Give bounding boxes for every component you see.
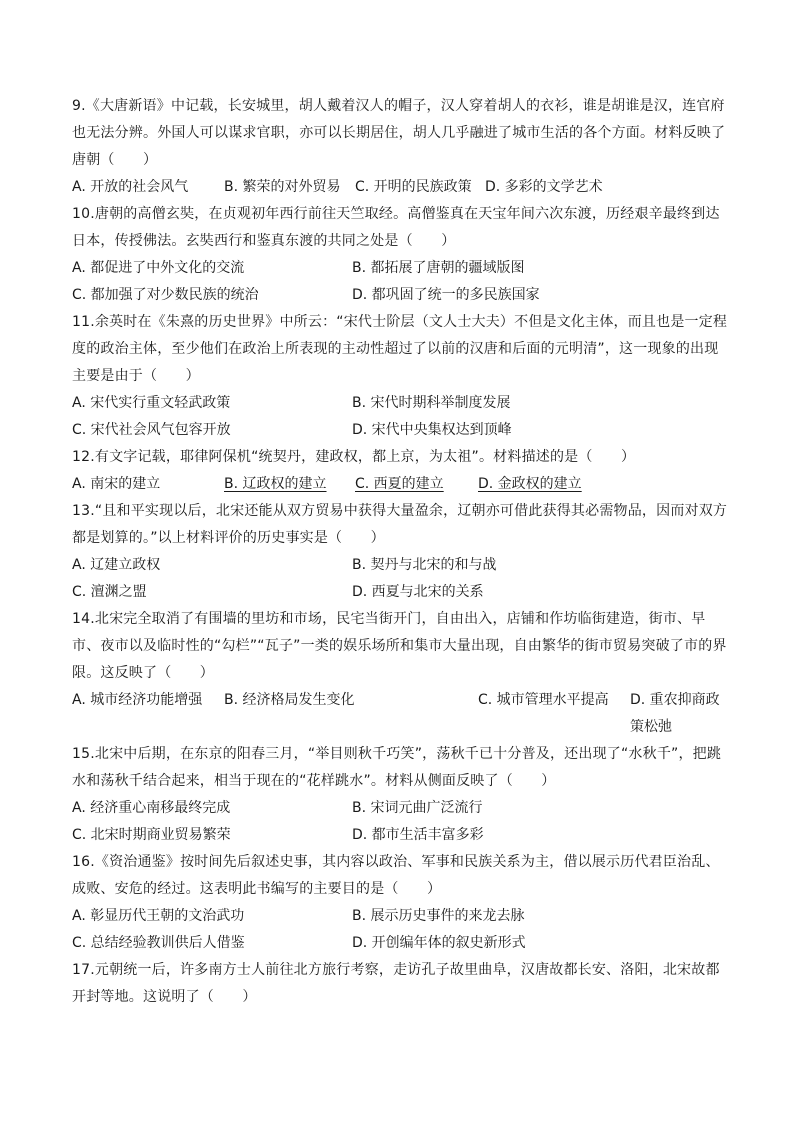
option-c[interactable]: C. 澶渊之盟: [72, 584, 147, 600]
question-14-stem: 14.北宋完全取消了有围墙的里坊和市场，民宅当街开门，自由出入，店铺和作坊临街建造，街市、早市、夜市以及临时性的“勾栏”“瓦子”一类的娱乐场所和集市大量出现，自由繁华的街市贸易突破了市的界限。这反映了（ ）: [72, 611, 727, 681]
question-10-options-row1: [72, 255, 732, 282]
question-14-options: [72, 687, 732, 735]
question-13-options-row1: [72, 552, 732, 579]
option-c[interactable]: C. 北宋时期商业贸易繁荣: [72, 827, 231, 843]
option-b[interactable]: B. 辽政权的建立: [224, 476, 327, 492]
option-d[interactable]: D. 宋代中央集权达到顶峰: [352, 422, 512, 438]
question-17-stem: 17.元朝统一后，许多南方士人前往北方旅行考察，走访孔子故里曲阜，汉唐故都长安、洛阳，北宋故都开封等地。这说明了（ ）: [72, 962, 720, 1005]
question-10-options-row2: [72, 282, 732, 309]
option-c[interactable]: C. 城市管理水平提高: [478, 692, 609, 708]
question-14-options-spacer: [72, 714, 732, 741]
option-a[interactable]: A. 彰显历代王朝的文治武功: [72, 908, 245, 924]
option-d[interactable]: D. 重农抑商政策松弛: [630, 692, 720, 735]
question-16-stem: 16.《资治通鉴》按时间先后叙述史事，其内容以政治、军事和民族关系为主，借以展示历代君臣治乱、成败、安危的经过。这表明此书编写的主要目的是（ ）: [72, 854, 720, 897]
question-13-options-row2: [72, 579, 732, 606]
question-10-stem: 10.唐朝的高僧玄奘，在贞观初年西行前往天竺取经。高僧鉴真在天宝年间六次东渡，历经艰辛最终到达日本，传授佛法。玄奘西行和鉴真东渡的共同之处是（ ）: [72, 206, 720, 249]
question-9-options: [72, 174, 732, 201]
option-c[interactable]: C. 都加强了对少数民族的统治: [72, 287, 259, 303]
option-d[interactable]: D. 都巩固了统一的多民族国家: [352, 287, 540, 303]
option-b[interactable]: B. 繁荣的对外贸易: [224, 179, 341, 195]
question-9-stem: 9.《大唐新语》中记载，长安城里，胡人戴着汉人的帽子，汉人穿着胡人的衣衫，谁是胡谁是汉，连官府也无法分辨。外国人可以谋求官职，亦可以长期居住，胡人几乎融进了城市生活的各个方面。材料反映了唐朝（ ）: [72, 98, 726, 168]
option-a[interactable]: A. 南宋的建立: [72, 476, 161, 492]
question-11-options-row2: [72, 417, 732, 444]
question-15-options-row1: [72, 795, 732, 822]
question-16-options-row2: [72, 930, 732, 957]
option-c[interactable]: C. 总结经验教训供后人借鉴: [72, 935, 245, 951]
question-12-options: [72, 471, 732, 498]
question-15-options-row2: [72, 822, 732, 849]
option-d[interactable]: D. 开创编年体的叙史新形式: [352, 935, 526, 951]
option-b[interactable]: B. 宋代时期科举制度发展: [352, 395, 511, 411]
option-a[interactable]: A. 经济重心南移最终完成: [72, 800, 231, 816]
question-11-options-row1: [72, 390, 732, 417]
option-c[interactable]: C. 西夏的建立: [355, 476, 444, 492]
option-d[interactable]: D. 都市生活丰富多彩: [352, 827, 484, 843]
question-11-stem: 11.余英时在《朱熹的历史世界》中所云：“宋代士阶层（文人士大夫）不但是文化主体，而且也是一定程度的政治主体，至少他们在政治上所表现的主动性超过了以前的汉唐和后面的元明清”，这一现象的出现主要是由于（ ）: [72, 314, 728, 384]
question-12-stem: 12.有文字记载，耶律阿保机“统契丹，建政权，都上京，为太祖”。材料描述的是（ ）: [72, 449, 636, 465]
option-c[interactable]: C. 宋代社会风气包容开放: [72, 422, 231, 438]
question-13-stem: 13.“且和平实现以后，北宋还能从双方贸易中获得大量盈余，辽朝亦可借此获得其必需物品，因而对双方都是划算的。”以上材料评价的历史事实是（ ）: [72, 503, 728, 546]
option-b[interactable]: B. 经济格局发生变化: [224, 692, 355, 708]
question-16-options-row1: [72, 903, 732, 930]
option-b[interactable]: B. 宋词元曲广泛流行: [352, 800, 483, 816]
option-b[interactable]: B. 契丹与北宋的和与战: [352, 557, 497, 573]
option-a[interactable]: A. 都促进了中外文化的交流: [72, 260, 245, 276]
option-a[interactable]: A. 城市经济功能增强: [72, 692, 203, 708]
exam-page: [72, 93, 732, 1011]
question-15-stem: 15.北宋中后期，在东京的阳春三月，“举目则秋千巧笑”，荡秋千已十分普及，还出现了“水秋千”，把跳水和荡秋千结合起来，相当于现在的“花样跳水”。材料从侧面反映了（ ）: [72, 746, 722, 789]
option-c[interactable]: C. 开明的民族政策: [355, 179, 472, 195]
option-d[interactable]: D. 西夏与北宋的关系: [352, 584, 484, 600]
option-a[interactable]: A. 宋代实行重文轻武政策: [72, 395, 231, 411]
option-b[interactable]: B. 展示历史事件的来龙去脉: [352, 908, 525, 924]
option-d[interactable]: D. 金政权的建立: [478, 476, 582, 492]
option-b[interactable]: B. 都拓展了唐朝的疆域版图: [352, 260, 525, 276]
option-a[interactable]: A. 辽建立政权: [72, 557, 161, 573]
option-a[interactable]: A. 开放的社会风气: [72, 179, 189, 195]
option-d[interactable]: D. 多彩的文学艺术: [485, 179, 603, 195]
